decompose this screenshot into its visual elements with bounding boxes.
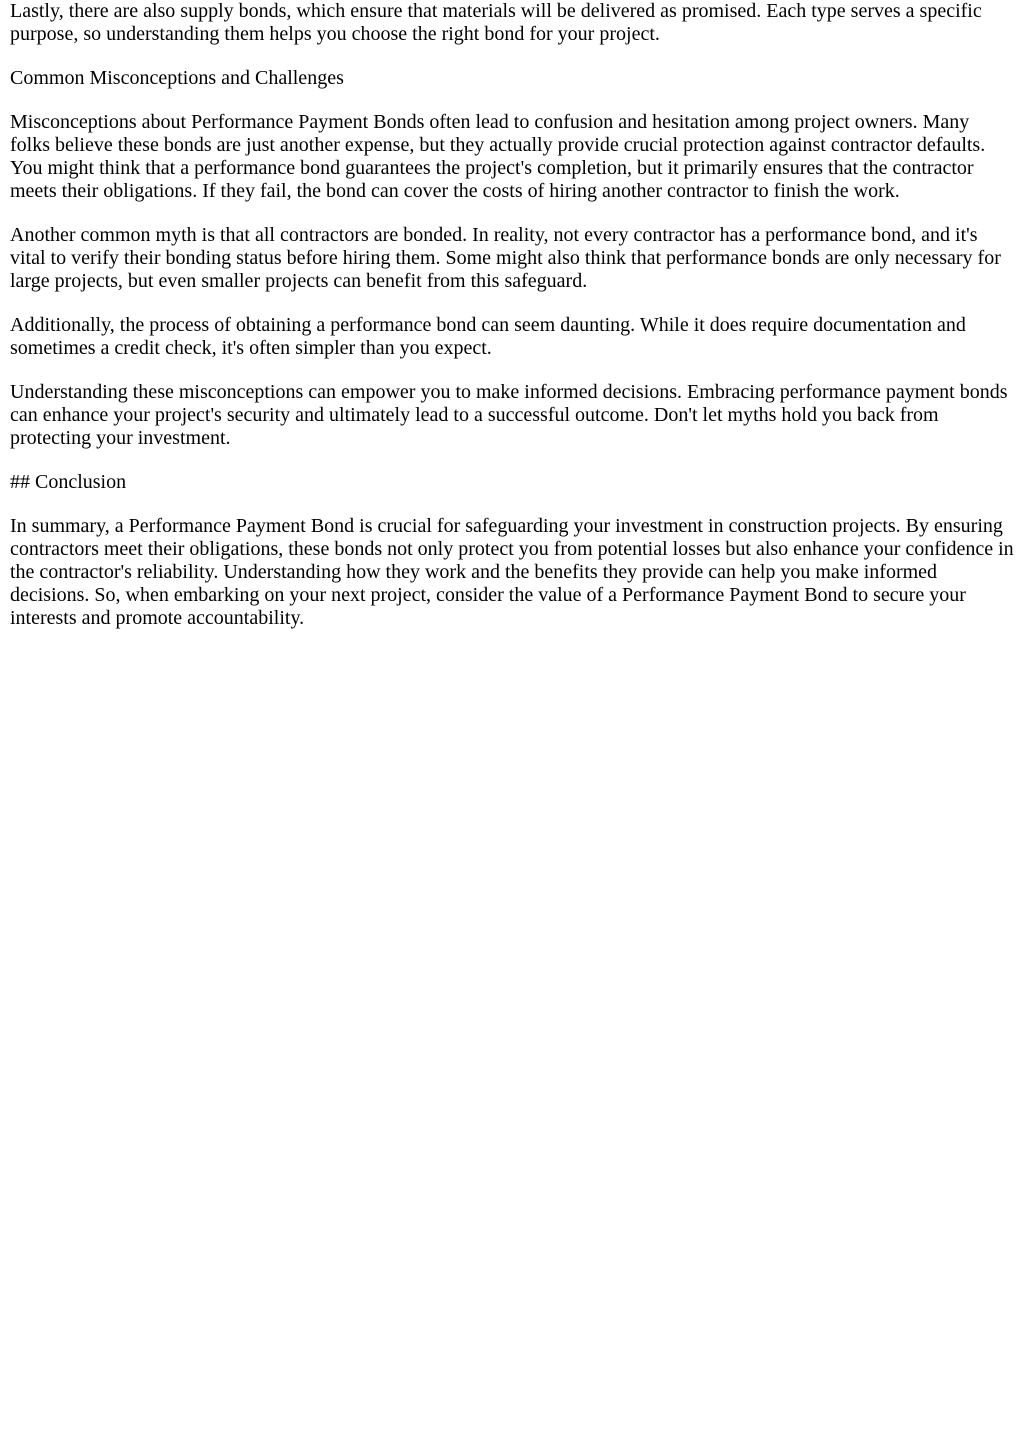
section-heading-misconceptions: Common Misconceptions and Challenges — [10, 67, 344, 89]
paragraph-supply-bonds: Lastly, there are also supply bonds, which ensure that materials will be delivered as promised. Each type serves a specific purpose, so understanding them helps you choose the right bond for your project. — [10, 0, 982, 45]
paragraph-misconceptions-intro: Misconceptions about Performance Payment Bonds often lead to confusion and hesitation among project owners. Many folks believe these bonds are just another expense, but they actually provide crucial protection against contractor defaults. You might think that a performance bond guarantees the project's completion, but it primarily ensures that the contractor meets their obligations. If they fail, the bond can cover the costs of hiring another contractor to finish the work. — [10, 111, 986, 202]
paragraph-obtaining-bond: Additionally, the process of obtaining a performance bond can seem daunting. While it does require documentation and sometimes a credit check, it's often simpler than you expect. — [10, 314, 966, 359]
paragraph-bonded-myth: Another common myth is that all contractors are bonded. In reality, not every contractor has a performance bond, and it's vital to verify their bonding status before hiring them. Some might also think that performance bonds are only necessary for large projects, but even smaller projects can benefit from this safeguard. — [10, 224, 1001, 292]
paragraph-conclusion: In summary, a Performance Payment Bond is crucial for safeguarding your investment in construction projects. By ensuring contractors meet their obligations, these bonds not only protect you from potential losses but also enhance your confidence in the contractor's reliability. Understanding how they work and the benefits they provide can help you make informed decisions. So, when embarking on your next project, consider the value of a Performance Payment Bond to secure your interests and promote accountability. — [10, 515, 1014, 629]
section-heading-conclusion: ## Conclusion — [10, 471, 127, 493]
paragraph-understanding: Understanding these misconceptions can empower you to make informed decisions. Embracing performance payment bonds can enhance your project's security and ultimately lead to a successful outcome. Don't let myths hold you back from protecting your investment. — [10, 381, 1008, 449]
document-body — [10, 0, 1014, 630]
